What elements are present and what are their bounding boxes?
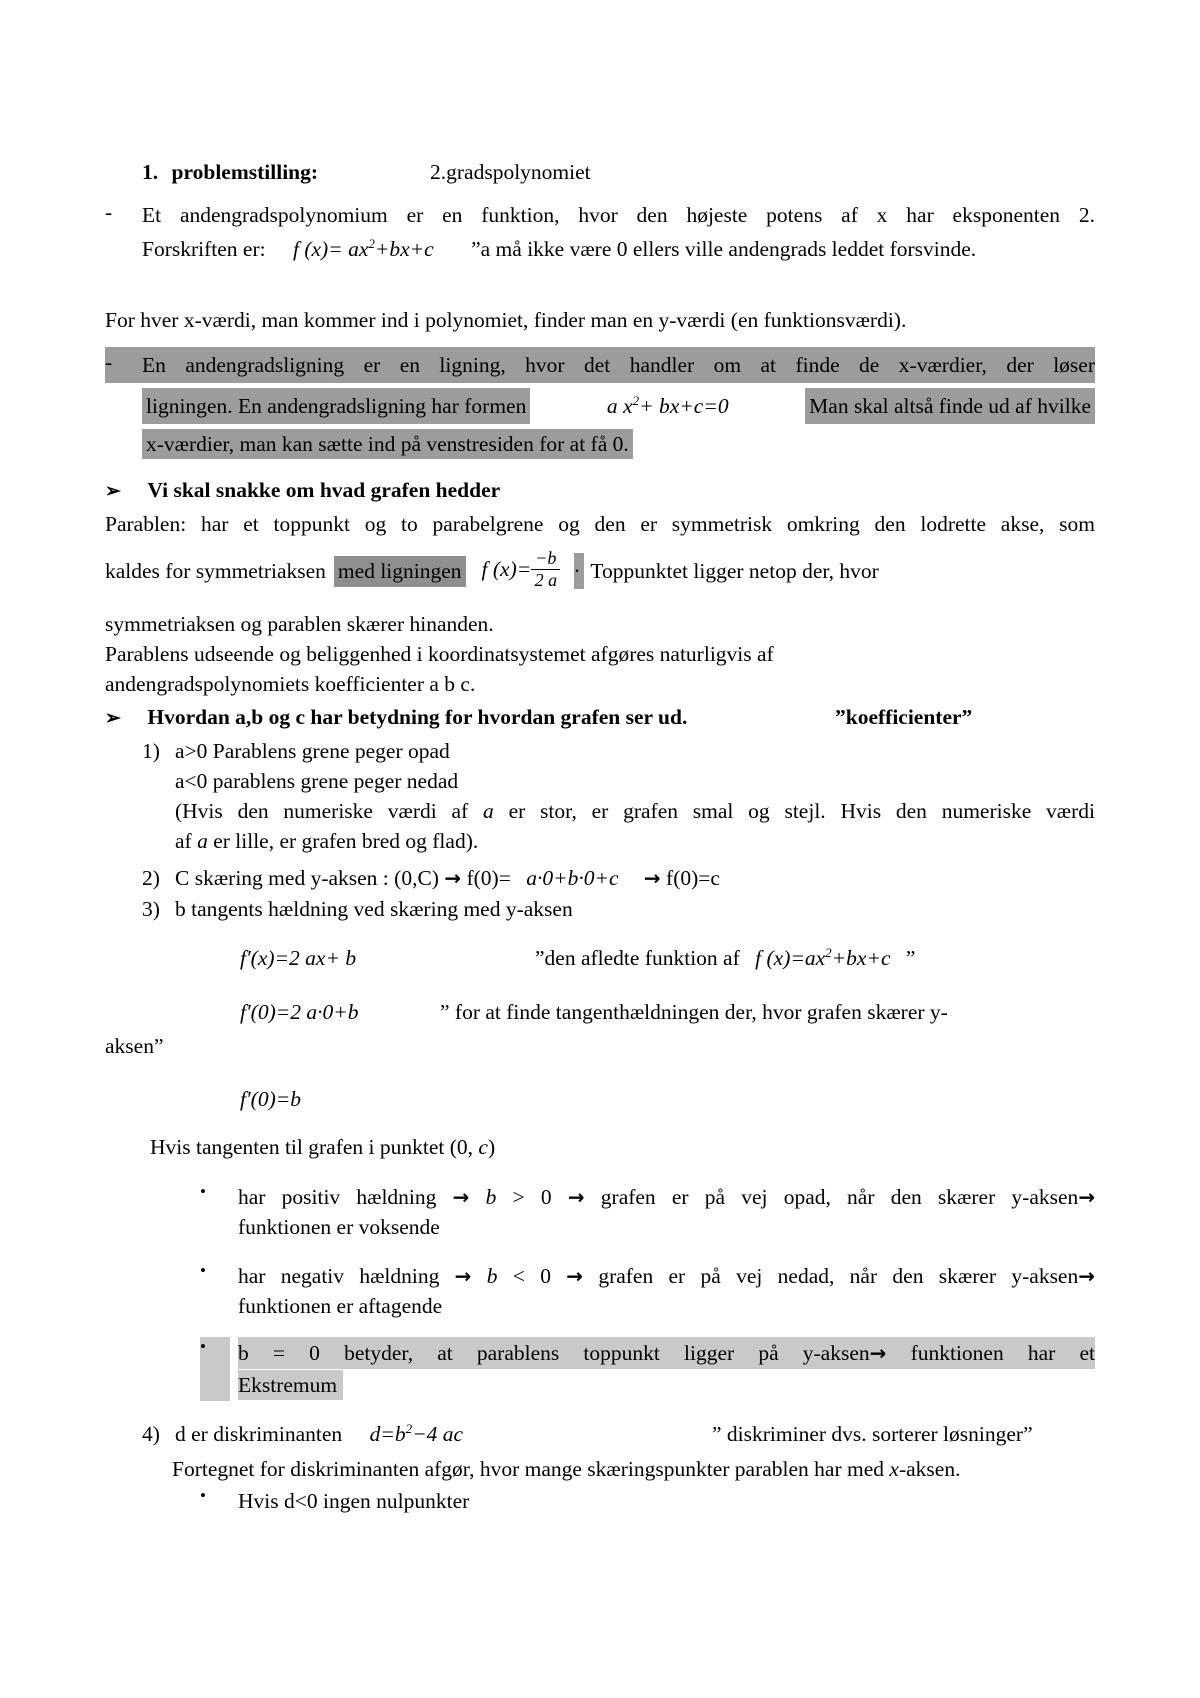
med-ligningen-highlight: med ligningen <box>334 556 466 587</box>
parabel-line5: andengradspolynomiets koefficienter a b c. <box>105 672 476 696</box>
bullet2-line2: funktionen er aftagende <box>238 1294 443 1318</box>
tangent-line: Hvis tangenten til grafen i punktet (0, c) <box>150 1135 496 1159</box>
koefficient-heading: ➢ Hvordan a,b og c har betydning for hvordan grafen ser ud. ”koefficienter” <box>105 701 1095 735</box>
parabel-line4: Parablens udseende og beliggenhed i koordinatsystemet afgøres naturligvis af <box>105 642 774 666</box>
formula-symmetriakse: f (x)= $\frac{-b}{2 a}$ <box>482 550 561 592</box>
item1-number: 1) <box>142 739 160 763</box>
formula-fx-repeat: f $(x)=ax^2+bx+c$ <box>755 944 891 970</box>
bullet-icon: • <box>200 1182 206 1201</box>
bullet-icon: • <box>200 1261 206 1280</box>
bullet-negativ <box>200 1261 1095 1321</box>
formula-f0: a·0+b·0+c <box>526 866 619 890</box>
arrow-icon: → <box>452 1185 470 1209</box>
bullet2-line1: har negativ hældning → b < 0 → grafen er på vej nedad, når den skærer y-aksen→ <box>238 1264 1095 1288</box>
bullet-icon: • <box>200 1486 206 1505</box>
list-item-4: 4) d er diskriminanten $d=b^2-4$ ac ” diskriminer dvs. sorterer løsninger” <box>142 1417 1095 1451</box>
bullet-positiv <box>200 1182 1095 1242</box>
formula-diskriminant: $d=b^2-4$ ac <box>369 1420 464 1446</box>
intro-paragraph <box>105 200 1095 268</box>
bullet-icon: • <box>200 1337 230 1401</box>
highlighted-period: . <box>574 553 584 589</box>
highlight-block <box>105 347 1095 459</box>
intro-line2 <box>142 230 1095 268</box>
formula-derivative-b: f′(0)=b <box>240 1087 302 1111</box>
section-heading <box>142 157 1095 187</box>
intro-line1: Et andengradspolynomium er en funktion, hvor den højeste potens af x har eksponenten 2. <box>142 203 1095 227</box>
parabel-line3: symmetriaksen og parablen skærer hinanden. <box>105 612 494 636</box>
list-item-1 <box>105 736 1095 856</box>
graf-heading: ➢ Vi skal snakke om hvad grafen hedder <box>105 475 1095 507</box>
formula-derivative-0: f′(0)=2 a·0+b <box>240 1000 359 1024</box>
bullet-d0 <box>200 1486 1095 1516</box>
item1-line2: a<0 parablens grene peger nedad <box>175 769 459 793</box>
highlight-line2 <box>142 387 1095 425</box>
koefficienter-quote: ”koefficienter” <box>835 705 973 729</box>
intro-quote: ”a må ikke være 0 ellers ville andengrads leddet forsvinde. <box>471 237 977 261</box>
heading-number: 1. <box>142 160 159 184</box>
arrow-icon: → <box>1078 1264 1095 1288</box>
item3-number: 3) <box>142 897 160 921</box>
heading-title: problemstilling: <box>171 160 319 184</box>
derivative-comment1: ”den afledte funktion af f $(x)=ax^2+bx+c$ ” <box>535 944 916 970</box>
bullet3-line2: Ekstremum <box>238 1369 1095 1401</box>
derivative-row2 <box>105 997 1095 1027</box>
arrow-icon: → <box>566 1264 584 1288</box>
arrow-icon: → <box>643 866 661 890</box>
item2-number: 2) <box>142 866 160 890</box>
item1-line1: a>0 Parablens grene peger opad <box>175 739 450 763</box>
highlight-line1: - En andengradsligning er en ligning, hvor det handler om at finde de x-værdier, der løser <box>105 347 1095 383</box>
bullet3-line1: b = 0 betyder, at parablens toppunkt ligger på y-aksen→ funktionen har et <box>238 1337 1095 1369</box>
arrow-icon: → <box>444 866 462 890</box>
arrow-icon: → <box>1078 1185 1096 1209</box>
aksen-continuation: aksen” <box>105 1034 164 1058</box>
arrow-icon: → <box>454 1264 472 1288</box>
parabel-line2 <box>105 539 1095 603</box>
parabel-line1: Parablen: har et toppunkt og to parabelgrene og den er symmetrisk omkring den lodrette akse, som <box>105 512 1095 536</box>
highlight-line2-post: Man skal altså finde ud af hvilke <box>805 388 1095 424</box>
highlight-line2-pre: ligningen. En andengradsligning har formen <box>142 388 530 424</box>
parabel-line2-pre: kaldes for symmetriaksen <box>105 558 326 583</box>
pointer-icon: ➢ <box>105 481 121 502</box>
formula-derivative: f′(x)=2 ax+ b <box>240 946 357 970</box>
bullet1-line1: har positiv hældning → b > 0 → grafen er på vej opad, når den skærer y-aksen→ <box>238 1185 1096 1209</box>
arrow-icon: → <box>567 1185 585 1209</box>
list-item-3: 3) b tangents hældning ved skæring med y-aksen <box>142 894 1095 924</box>
arrow-icon: → <box>869 1341 887 1365</box>
highlight-line3: x-værdier, man kan sætte ind på venstresiden for at få 0. <box>142 429 1095 459</box>
bullet1-line2: funktionen er voksende <box>238 1215 440 1239</box>
heading-subtitle: 2.gradspolynomiet <box>430 160 591 184</box>
item1-line4: af a er lille, er grafen bred og flad). <box>175 829 479 853</box>
item4-number: 4) <box>142 1422 160 1446</box>
dash-marker: - <box>105 350 113 374</box>
derivative-comment2: ” for at finde tangenthældningen der, hvor grafen skærer y- <box>440 1000 948 1024</box>
paragraph-xvaerdi: For hver x-værdi, man kommer ind i polynomiet, finder man en y-værdi (en funktionsværdi). <box>105 308 907 332</box>
derivative-row3 <box>105 1082 1095 1116</box>
bullet-d0-text: Hvis d<0 ingen nulpunkter <box>238 1489 470 1513</box>
forskrift-label: Forskriften er: <box>142 237 266 261</box>
pointer-icon: ➢ <box>105 708 121 729</box>
formula-fx: f $(x)= ax^2+bx+c$ <box>292 235 434 261</box>
item1-line3: (Hvis den numeriske værdi af a er stor, er grafen smal og stejl. Hvis den numeriske værdi <box>175 799 1096 823</box>
formula-ax2-eq0: a $x^2+ bx+c=0$ <box>606 392 729 418</box>
derivative-row1 <box>105 941 1095 975</box>
bullet-b0 <box>200 1337 1095 1401</box>
diskriminant-quote: ” diskriminer dvs. sorterer løsninger” <box>712 1422 1033 1446</box>
fortegnet-line: Fortegnet for diskriminanten afgør, hvor mange skæringspunkter parablen har med x-aksen. <box>172 1457 961 1481</box>
list-item-2: 2) C skæring med y-aksen : (0,C) → f(0)= a·0+b·0+c → f(0)=c <box>142 862 1095 894</box>
dash-marker: - <box>105 200 113 224</box>
parabel-line2-post: Toppunktet ligger netop der, hvor <box>590 558 879 583</box>
